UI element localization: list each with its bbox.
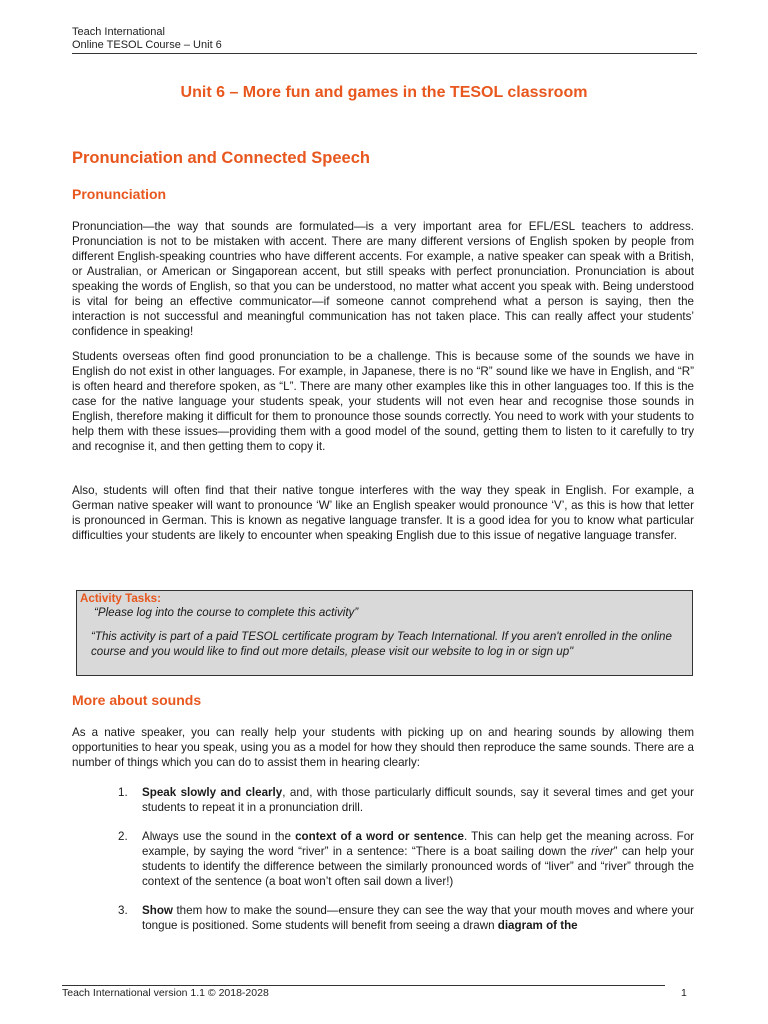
header-divider: [72, 53, 697, 54]
list-item-text: Always use the sound in the context of a word or sentence. This can help get the meaning across. For example, by saying the word “river” in a sentence: “There is a boat sailing down the river” can help your students to identify the difference between the similarly pronounced words of “liver” and “river” through the context of the sentence (a boat won’t often sail down a liver!): [142, 830, 695, 888]
header-course: Online TESOL Course – Unit 6: [72, 39, 222, 51]
page-header: [72, 26, 697, 52]
paragraph-pronunciation-3: Also, students will often find that their native tongue interferes with the way they speak in English. For example, a German native speaker will want to pronounce ‘W’ like an English speaker would pronounce ‘V’, as this is how that letter is pronounced in German. This is known as negative language transfer. It is a good idea for you to know what particular difficulties your students are likely to encounter when speaking English due to this issue of negative language transfer.: [72, 484, 694, 542]
page-number: 1: [681, 987, 687, 999]
activity-info-text: “This activity is part of a paid TESOL certificate program by Teach International. If you aren't enrolled in the online course and you would like to find out more details, please visit our website to log in or sign up": [91, 630, 672, 658]
list-number: 3.: [118, 904, 128, 917]
list-number: 2.: [118, 830, 128, 843]
activity-login-text: “Please log into the course to complete this activity”: [94, 606, 359, 619]
list-item-text: Show them how to make the sound—ensure they can see the way that your mouth moves and where your tongue is positioned. Some students will benefit from seeing a drawn diagram of the: [142, 904, 694, 932]
paragraph-pronunciation-2: Students overseas often find good pronunciation to be a challenge. This is because some of the sounds we have in English do not exist in other languages. For example, in Japanese, there is no “R” sound like we have in English, and “R” is often heard and therefore spoken, as “L”. There are many other examples like this in other languages too. If this is the case for the native language your students speak, your students will not even hear and recognise those sounds in English, therefore making it difficult for them to pronounce those sounds correctly. You need to work with your students to help them with these issues—providing them with a good model of the sound, getting them to listen to it carefully to try and recognise it, and then getting them to copy it.: [72, 350, 694, 453]
more-sounds-heading: More about sounds: [72, 692, 202, 708]
section-title: Pronunciation and Connected Speech: [72, 149, 370, 167]
footer-version: Teach International version 1.1 © 2018-2028: [62, 987, 269, 999]
footer-divider: [62, 985, 665, 986]
activity-label: Activity Tasks:: [80, 592, 161, 605]
list-number: 1.: [118, 786, 128, 799]
sounds-intro: As a native speaker, you can really help your students with picking up on and hearing sounds by allowing them opportunities to hear you speak, using you as a model for how they should then reproduce the same sounds. There are a number of things which you can do to assist them in hearing clearly:: [72, 726, 694, 769]
pronunciation-heading: Pronunciation: [72, 186, 167, 202]
header-org: Teach International: [72, 26, 165, 38]
list-item-text: Speak slowly and clearly, and, with those particularly difficult sounds, say it several times and get your students to repeat it in a pronunciation drill.: [142, 786, 694, 814]
activity-box: [76, 590, 693, 676]
unit-title: Unit 6 – More fun and games in the TESOL classroom: [180, 84, 588, 101]
paragraph-pronunciation-1: Pronunciation—the way that sounds are formulated—is a very important area for EFL/ESL teachers to address. Pronunciation is not to be mistaken with accent. There are many different versions of English spoken by people from different English-speaking countries who have different accents. For example, a native speaker can speak with a British, or Australian, or American or Singaporean accent, but still speaks with perfect pronunciation. Pronunciation is about speaking the words of English, so that you can be understood, no matter what accent you speak with. Being understood is vital for being an effective communicator—if someone cannot comprehend what a person is saying, then the interaction is not successful and meaningful communication has not taken place. This can really affect your students’ confidence in speaking!: [72, 220, 694, 338]
